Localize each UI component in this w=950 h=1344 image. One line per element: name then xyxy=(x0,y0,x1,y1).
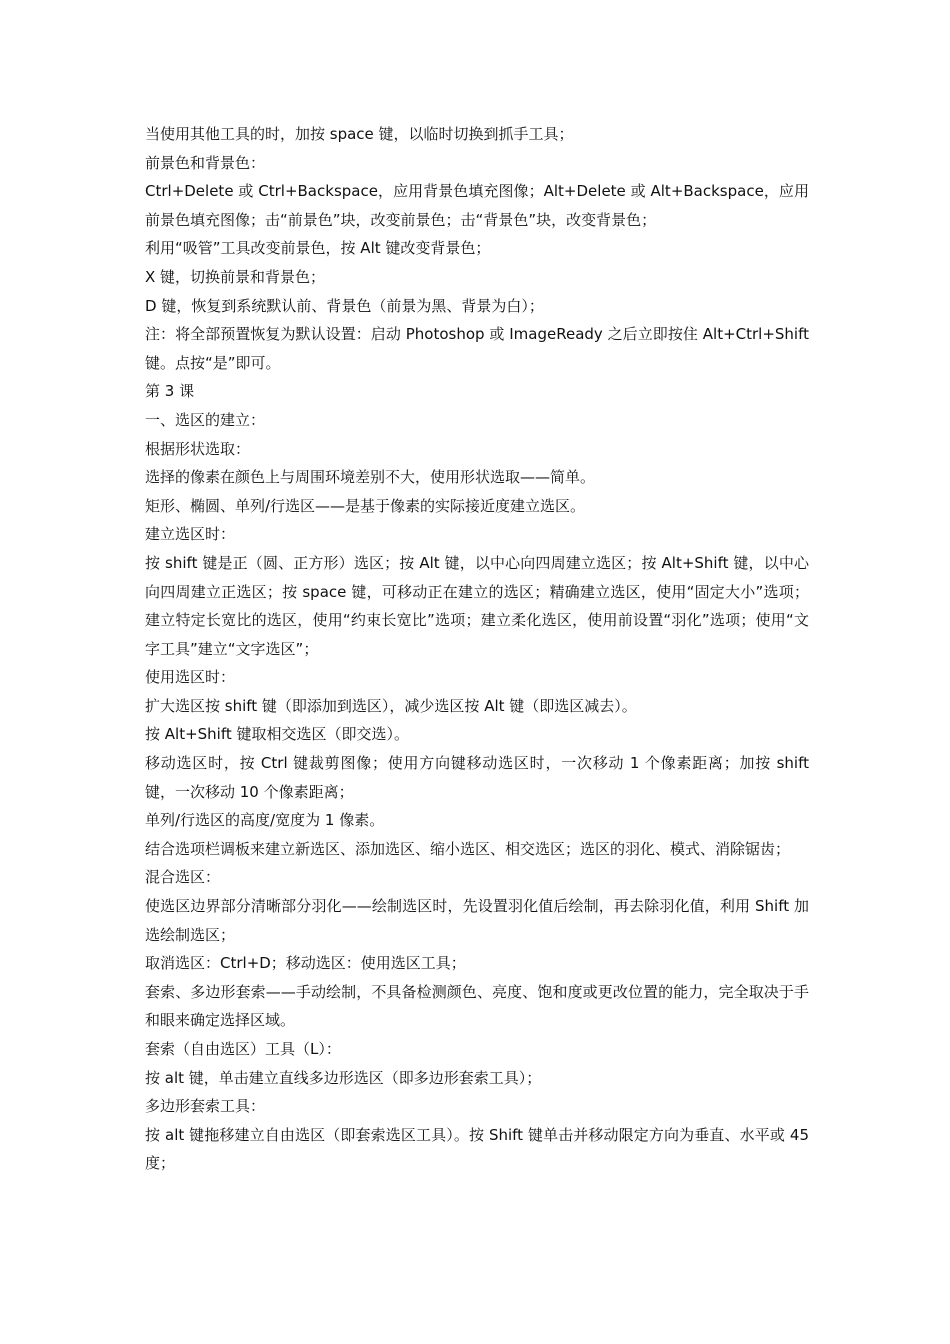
paragraph-6: D 键，恢复到系统默认前、背景色（前景为黑、背景为白）； xyxy=(145,296,544,315)
paragraph-28: 按 alt 键拖移建立自由选区（即套索选区工具）。按 Shift 键单击并移动限定方向为垂直、水平或 45 度； xyxy=(145,1125,809,1173)
paragraph-16: 扩大选区按 shift 键（即添加到选区），减少选区按 Alt 键（即选区减去）。 xyxy=(145,696,637,715)
paragraph-4: 利用“吸管”工具改变前景色，按 Alt 键改变背景色； xyxy=(145,239,491,258)
paragraph-5: X 键，切换前景和背景色； xyxy=(145,267,326,286)
paragraph-20: 结合选项栏调板来建立新选区、添加选区、缩小选区、相交选区；选区的羽化、模式、消除锯齿； xyxy=(145,839,791,858)
paragraph-12: 矩形、椭圆、单列/行选区——是基于像素的实际接近度建立选区。 xyxy=(145,496,586,515)
paragraph-17: 按 Alt+Shift 键取相交选区（即交选）。 xyxy=(145,725,410,744)
paragraph-23: 取消选区：Ctrl+D；移动选区：使用选区工具； xyxy=(145,954,466,973)
paragraph-7: 注：将全部预置恢复为默认设置：启动 Photoshop 或 ImageReady 之后立即按住 Alt+Ctrl+Shift 键。点按“是”即可。 xyxy=(145,325,809,372)
paragraph-27: 多边形套索工具： xyxy=(145,1097,266,1116)
paragraph-10: 根据形状选取： xyxy=(145,439,251,458)
paragraph-15: 使用选区时： xyxy=(145,668,236,687)
paragraph-26: 按 alt 键，单击建立直线多边形选区（即多边形套索工具）； xyxy=(145,1068,542,1087)
paragraph-13: 建立选区时： xyxy=(145,525,236,544)
section-heading: 一、选区的建立： xyxy=(145,410,266,429)
paragraph-19: 单列/行选区的高度/宽度为 1 像素。 xyxy=(145,811,385,830)
paragraph-21: 混合选区： xyxy=(145,868,221,887)
paragraph-25: 套索（自由选区）工具（L）： xyxy=(145,1040,341,1058)
paragraph-2: 前景色和背景色： xyxy=(145,153,266,172)
paragraph-24: 套索、多边形套索——手动绘制，不具备检测颜色、亮度、饱和度或更改位置的能力，完全取决于手和眼来确定选择区域。 xyxy=(145,982,809,1030)
paragraph-3: Ctrl+Delete 或 Ctrl+Backspace，应用背景色填充图像；Alt+Delete 或 Alt+Backspace，应用前景色填充图像；击“前景色”块，改变前景色；击“背景色”块，改变背景色； xyxy=(145,182,809,229)
paragraph-22: 使选区边界部分清晰部分羽化——绘制选区时，先设置羽化值后绘制，再去除羽化值，利用 Shift 加选绘制选区； xyxy=(145,897,809,944)
paragraph-1: 当使用其他工具的时，加按 space 键，以临时切换到抓手工具； xyxy=(145,125,574,143)
paragraph-14: 按 shift 键是正（圆、正方形）选区；按 Alt 键，以中心向四周建立选区；按 Alt+Shift 键，以中心向四周建立正选区；按 space 键，可移动正在建立的选区；精确建立选区，使用“固定大小”选项；建立特定长宽比的选区，使用“约束长宽比”选项；建立柔化选区，使用前设置“羽化”选项；使用“文字工具”建立“文字选区”； xyxy=(145,553,809,658)
lesson-heading: 第 3 课 xyxy=(145,382,195,401)
document-body xyxy=(145,120,809,1178)
paragraph-11: 选择的像素在颜色上与周围环境差别不大，使用形状选取——简单。 xyxy=(145,468,596,487)
paragraph-18: 移动选区时，按 Ctrl 键裁剪图像；使用方向键移动选区时，一次移动 1 个像素距离；加按 shift 键，一次移动 10 个像素距离； xyxy=(145,754,809,801)
